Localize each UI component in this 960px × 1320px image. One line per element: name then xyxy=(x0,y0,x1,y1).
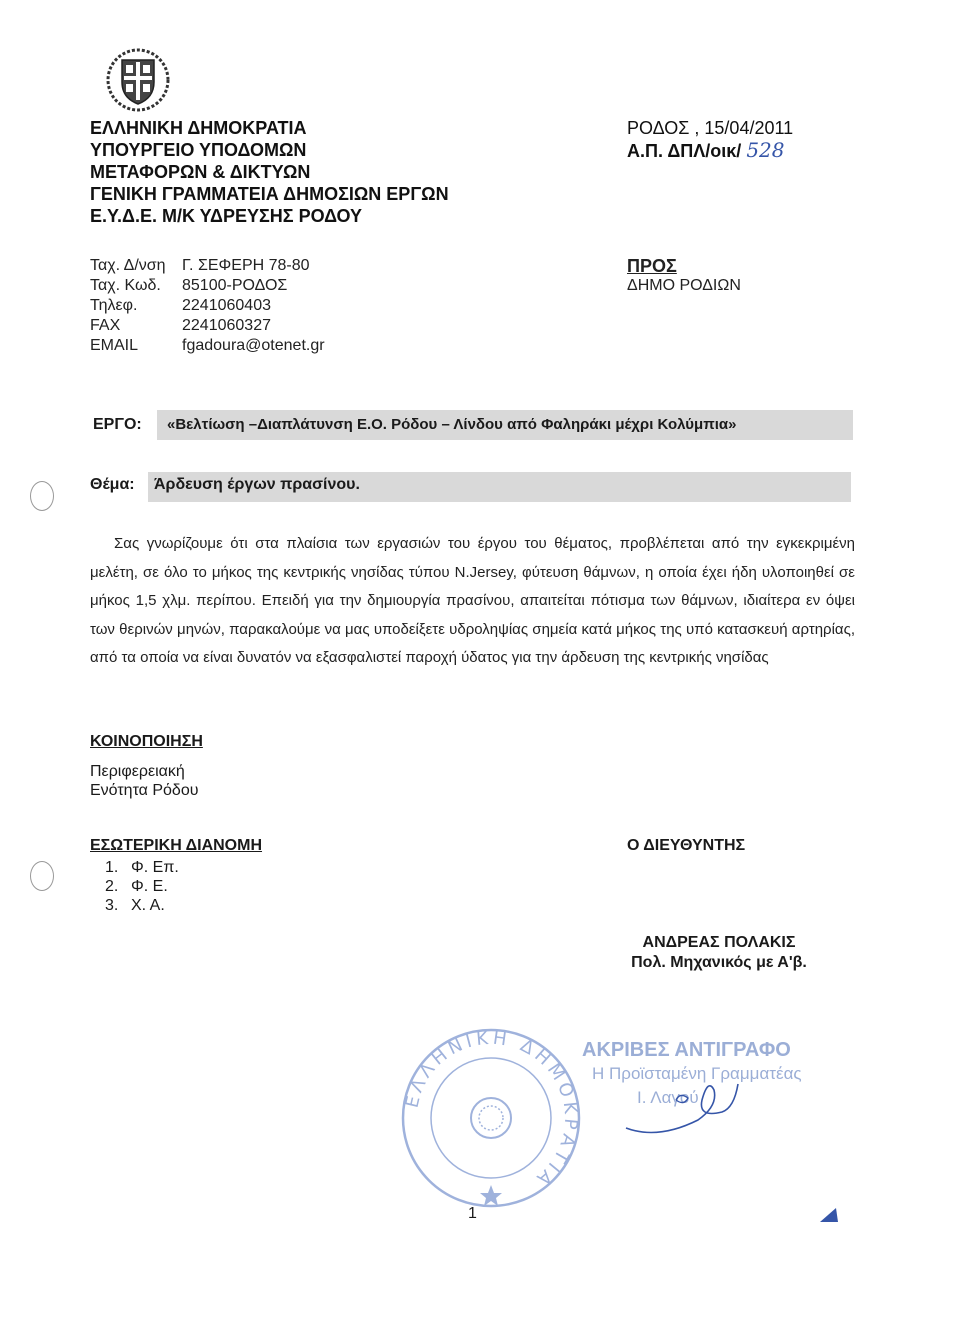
stamp-outer-text: ΕΛΛΗΝΙΚΗ ΔΗΜΟΚΡΑΤΙΑ xyxy=(401,1027,582,1192)
contact-email: fgadoura@otenet.gr xyxy=(182,337,325,354)
org-line: ΕΛΛΗΝΙΚΗ ΔΗΜΟΚΡΑΤΙΑ xyxy=(90,118,307,138)
list-text: Φ. Επ. xyxy=(131,859,179,876)
punch-hole xyxy=(30,861,54,891)
coat-of-arms-emblem xyxy=(104,46,172,114)
copy-stamp-line: Η Προϊσταμένη Γραμματέας xyxy=(592,1064,802,1083)
org-line: ΓΕΝΙΚΗ ΓΡΑΜΜΑΤΕΙΑ ΔΗΜΟΣΙΩΝ ΕΡΓΩΝ xyxy=(90,184,449,204)
cc-recipients xyxy=(90,762,198,800)
contact-row xyxy=(90,256,325,276)
org-line: ΜΕΤΑΦΟΡΩΝ & ΔΙΚΤΥΩΝ xyxy=(90,162,311,182)
list-text: Φ. Ε. xyxy=(131,878,168,895)
date-and-protocol xyxy=(627,117,793,162)
signatory-role: Πολ. Μηχανικός με Α'β. xyxy=(631,954,807,971)
list-item xyxy=(105,877,179,896)
signatory xyxy=(601,933,837,973)
protocol-number-handwritten: 528 xyxy=(746,138,785,162)
cc-line: Περιφερειακή xyxy=(90,763,185,780)
list-number: 1. xyxy=(105,859,119,876)
cc-title: ΚΟΙΝΟΠΟΙΗΣΗ xyxy=(90,733,203,750)
signatory-name: ΑΝΔΡΕΑΣ ΠΟΛΑΚΙΣ xyxy=(642,934,796,951)
copy-stamp-line: Ι. Λαγού xyxy=(637,1088,699,1107)
contact-label: Ταχ. Κωδ. xyxy=(90,277,161,294)
list-text: Χ. Α. xyxy=(131,897,165,914)
place-date: ΡΟΔΟΣ , 15/04/2011 xyxy=(627,118,794,138)
recipient-name: ΔΗΜΟ ΡΟΔΙΩΝ xyxy=(627,277,741,294)
list-item xyxy=(105,896,179,915)
org-line: ΥΠΟΥΡΓΕΙΟ ΥΠΟΔΟΜΩΝ xyxy=(90,140,307,160)
list-item xyxy=(105,858,179,877)
contact-value: 85100-ΡΟΔΟΣ xyxy=(182,277,288,294)
page-number: 1 xyxy=(468,1205,477,1222)
svg-text:ΕΛΛΗΝΙΚΗ ΔΗΜΟΚΡΑΤΙΑ xyxy=(402,1028,582,1192)
subject-title: Άρδευση έργων πρασίνου. xyxy=(148,472,851,502)
list-number: 2. xyxy=(105,878,119,895)
protocol-label: Α.Π. ΔΠΛ/οικ/ xyxy=(627,141,742,161)
org-line: Ε.Υ.Δ.Ε. Μ/Κ ΥΔΡΕΥΣΗΣ ΡΟΔΟΥ xyxy=(90,206,363,226)
contact-value: 2241060327 xyxy=(182,317,271,334)
internal-distribution-list xyxy=(105,858,179,915)
body-paragraph: Σας γνωρίζουμε ότι στα πλαίσια των εργασιών του έργου του θέματος, προβλέπεται από την εγκεκριμένη μελέτη, σε όλο το μήκος της κεντρικής νησίδας τύπου N.Jersey, φύτευση θάμνων, η οποία έχει ήδη υλοποιηθεί σε μήκος 1,5 χλμ. περίπου. Επειδή για την δημιουργία πρασίνου, απαιτείται πότισμα των θάμνων, ιδιαίτερα εν όψει των θερινών μηνών, παρακαλούμε να μας υποδείξετε υδροληψίας σημεία κατά μήκος της υπό κατασκευή αρτηρίας, από τα οποία να είναι δυνατόν να εξασφαλιστεί παροχή ύδατος για την άρδευση της κεντρικής νησίδας xyxy=(90,535,855,667)
subject-label: Θέμα: xyxy=(90,476,135,493)
recipient-block xyxy=(627,256,741,296)
contact-value: 2241060403 xyxy=(182,297,271,314)
handwritten-signature xyxy=(618,1070,758,1140)
contact-row xyxy=(90,276,325,296)
contact-row xyxy=(90,336,325,356)
project-label: ΕΡΓΟ: xyxy=(93,416,142,433)
punch-hole xyxy=(30,481,54,511)
contact-label: Ταχ. Δ/νση xyxy=(90,257,166,274)
contact-label: FAX xyxy=(90,317,121,334)
contact-details xyxy=(90,256,325,356)
project-title: «Βελτίωση –Διαπλάτυνση Ε.Ο. Ρόδου – Λίνδου από Φαληράκι μέχρι Κολύμπια» xyxy=(157,410,853,440)
official-round-stamp xyxy=(398,1025,584,1211)
list-number: 3. xyxy=(105,897,119,914)
copy-stamp-line: ΑΚΡΙΒΕΣ ΑΝΤΙΓΡΑΦΟ xyxy=(582,1039,791,1061)
contact-row xyxy=(90,316,325,336)
internal-distribution-title: ΕΣΩΤΕΡΙΚΗ ΔΙΑΝΟΜΗ xyxy=(90,837,263,854)
corner-mark-icon xyxy=(818,1206,840,1224)
contact-value: Γ. ΣΕΦΕΡΗ 78-80 xyxy=(182,257,310,274)
contact-label: Τηλεφ. xyxy=(90,297,138,314)
contact-label: EMAIL xyxy=(90,337,139,354)
issuing-authority xyxy=(90,117,449,227)
director-title: Ο ΔΙΕΥΘΥΝΤΗΣ xyxy=(627,837,746,854)
cc-line: Ενότητα Ρόδου xyxy=(90,782,199,799)
contact-row xyxy=(90,296,325,316)
recipient-title: ΠΡΟΣ xyxy=(627,256,677,276)
